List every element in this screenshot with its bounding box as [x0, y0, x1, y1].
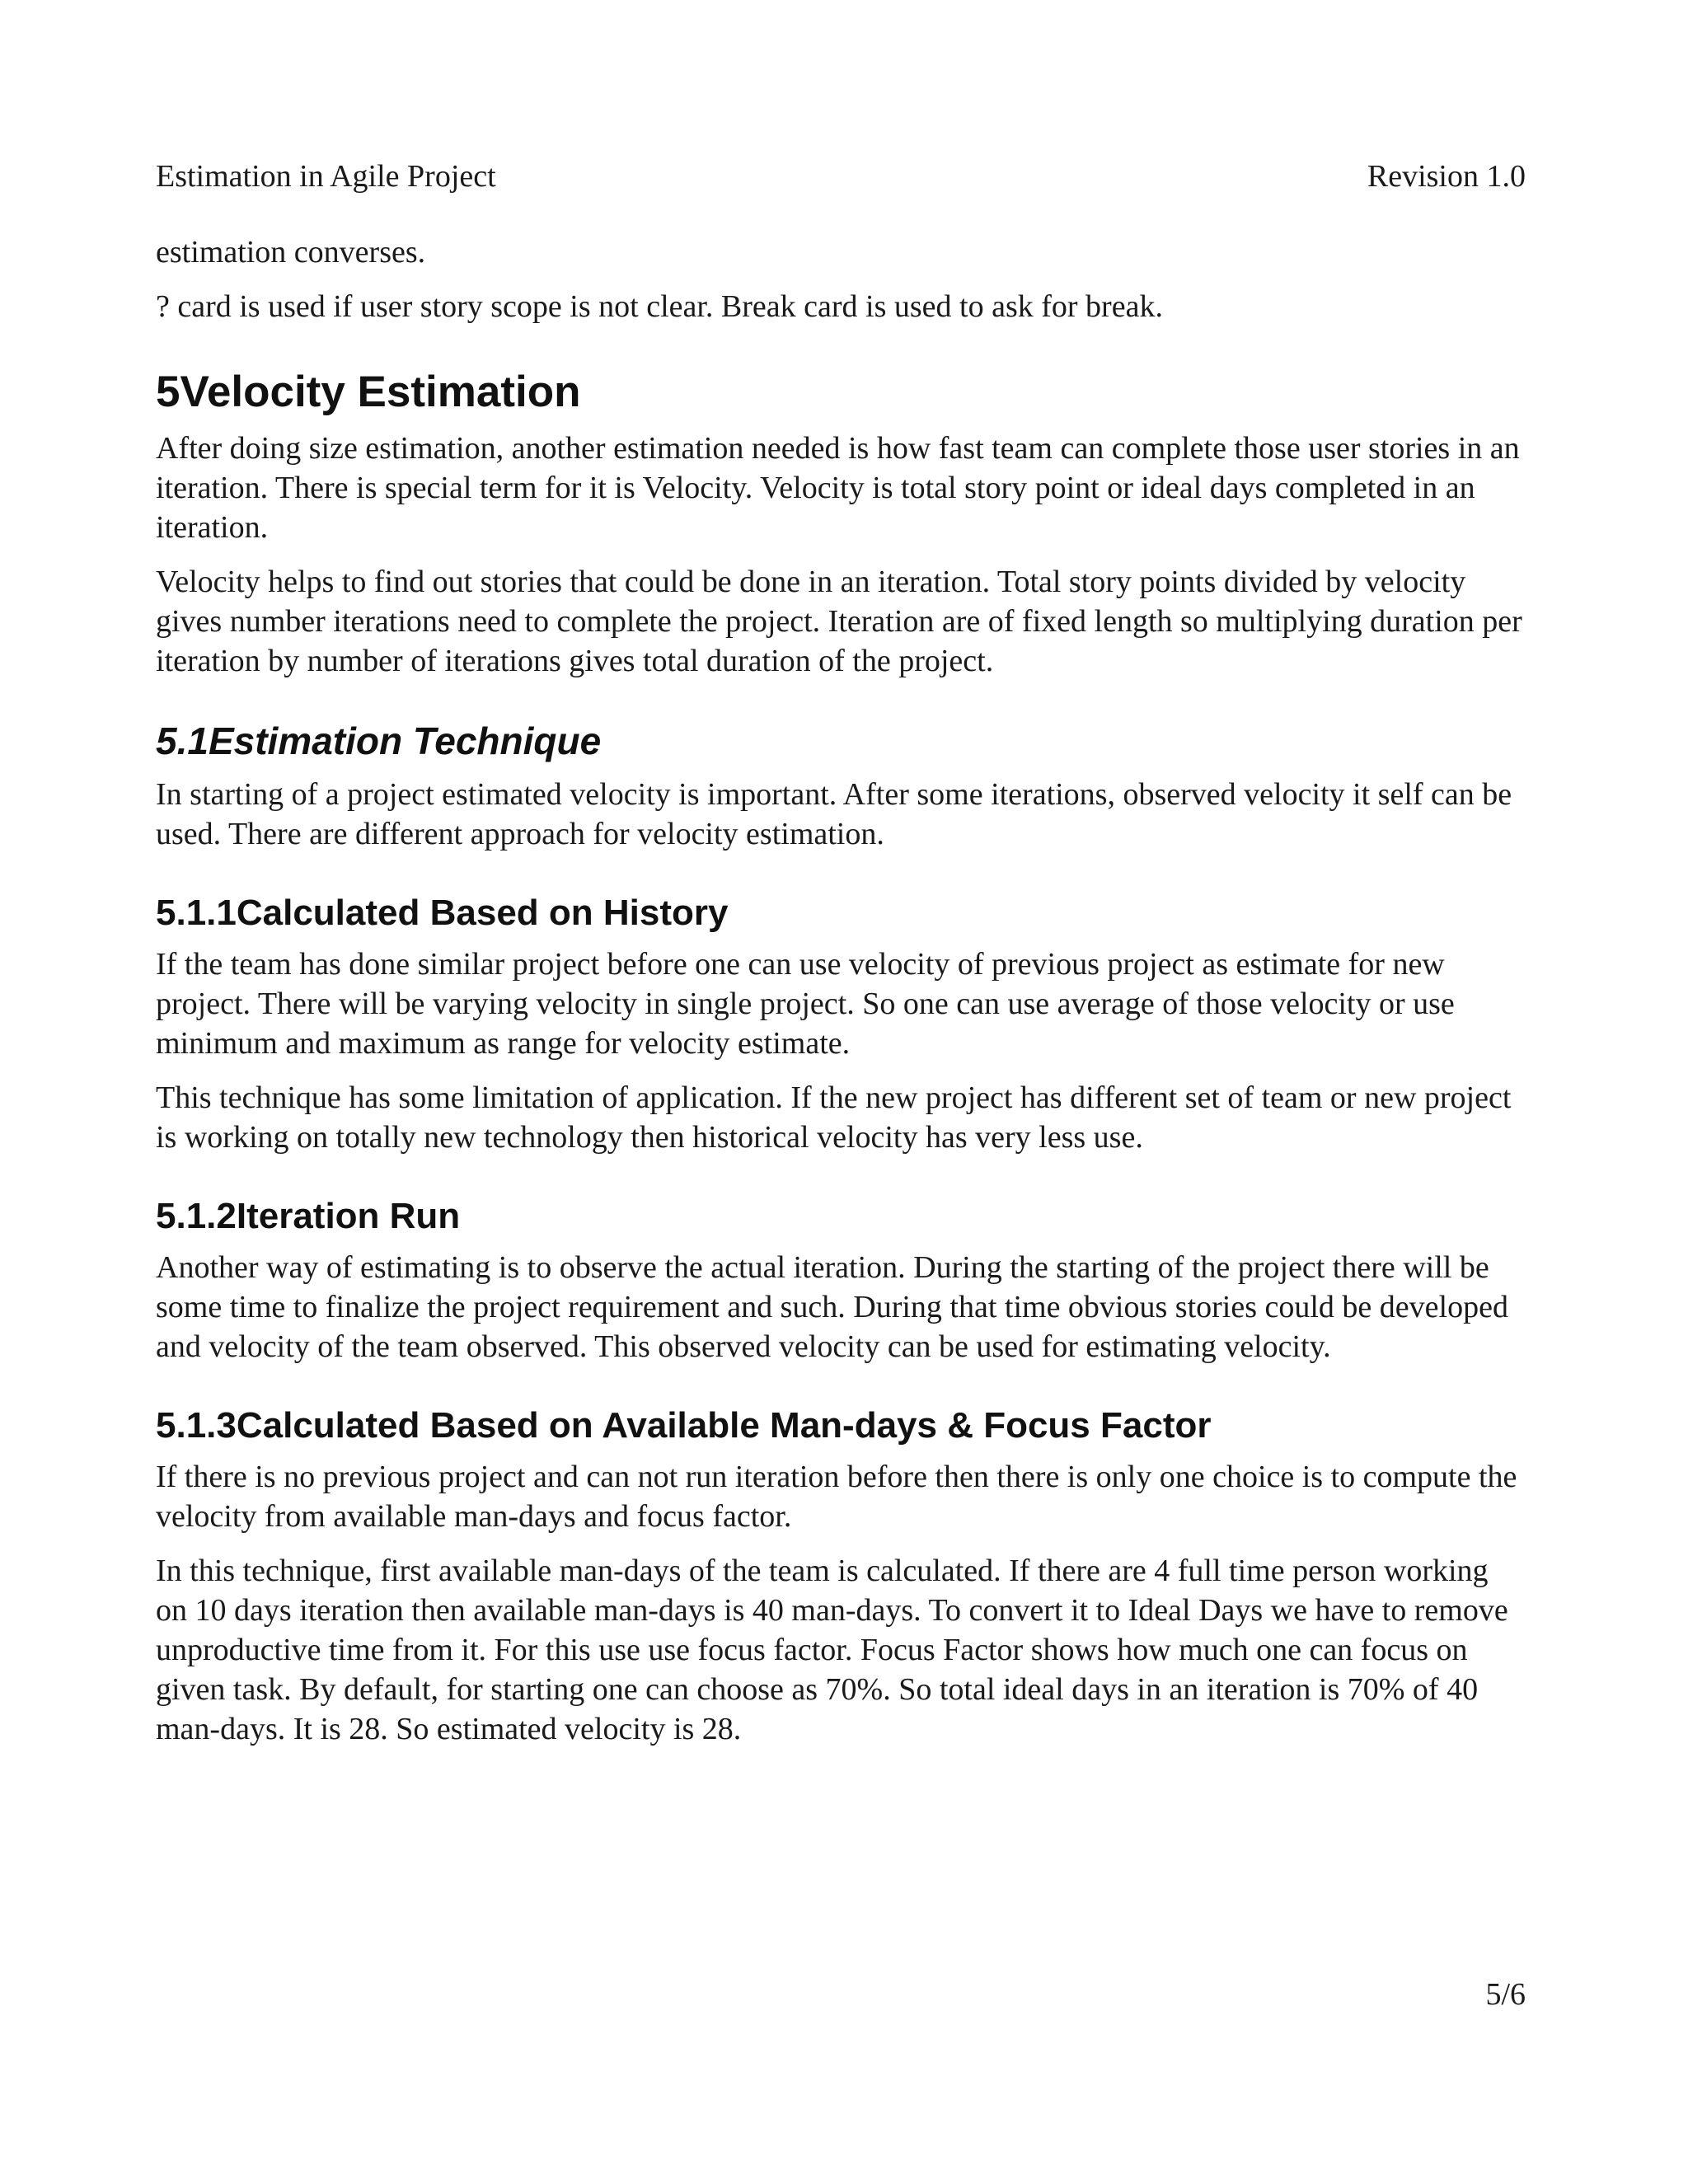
intro-paragraph-1: estimation converses.	[156, 235, 426, 269]
section-5-paragraph-1: After doing size estimation, another estimation needed is how fast team can complete those user stories in an iteration. There is special term for it is Velocity. Velocity is total story point or ideal days completed in an iteration.	[156, 431, 1520, 545]
section-5-1-1-paragraph-2: This technique has some limitation of application. If the new project has different set of team or new project is working on totally new technology then historical velocity has very less use.	[156, 1080, 1512, 1155]
document-title: Estimation in Agile Project	[156, 159, 496, 194]
section-5-1-2-heading: 5.1.2Iteration Run	[156, 1196, 461, 1236]
section-5-1-1-paragraph-1: If the team has done similar project before one can use velocity of previous project as estimate for new project. There will be varying velocity in single project. So one can use average of those velocity or use minimum and maximum as range for velocity estimate.	[156, 947, 1455, 1061]
section-5-1-2-paragraph-1: Another way of estimating is to observe the actual iteration. During the starting of the project there will be some time to finalize the project requirement and such. During that time obvious stories could be developed and velocity of the team observed. This observed velocity can be used for estimating velocity.	[156, 1250, 1508, 1364]
revision-label: Revision 1.0	[1367, 159, 1526, 194]
page-number: 5/6	[1485, 1977, 1526, 2012]
document-body	[156, 232, 1526, 1764]
section-5-heading: 5Velocity Estimation	[156, 368, 581, 416]
document-page	[156, 0, 1526, 2184]
section-5-1-1-heading: 5.1.1Calculated Based on History	[156, 893, 729, 933]
section-5-1-heading: 5.1Estimation Technique	[156, 719, 602, 762]
section-5-1-3-paragraph-1: If there is no previous project and can not run iteration before then there is only one choice is to compute the velocity from available man-days and focus factor.	[156, 1460, 1517, 1534]
section-5-1-3-paragraph-2: In this technique, first available man-days of the team is calculated. If there are 4 full time person working on 10 days iteration then available man-days is 40 man-days. To convert it to Ideal Days we have to remove unproductive time from it. For this use use focus factor. Focus Factor shows how much one can focus on given task. By default, for starting one can choose as 70%. So total ideal days in an iteration is 70% of 40 man-days. It is 28. So estimated velocity is 28.	[156, 1554, 1508, 1746]
section-5-paragraph-2: Velocity helps to find out stories that could be done in an iteration. Total story points divided by velocity gives number iterations need to complete the project. Iteration are of fixed length so multiplying duration per iteration by number of iterations gives total duration of the project.	[156, 565, 1522, 678]
section-5-1-3-heading: 5.1.3Calculated Based on Available Man-days & Focus Factor	[156, 1405, 1212, 1446]
intro-paragraph-2: ? card is used if user story scope is not clear. Break card is used to ask for break.	[156, 289, 1163, 324]
page-header	[156, 157, 1526, 196]
section-5-1-paragraph-1: In starting of a project estimated velocity is important. After some iterations, observed velocity it self can be used. There are different approach for velocity estimation.	[156, 777, 1512, 851]
